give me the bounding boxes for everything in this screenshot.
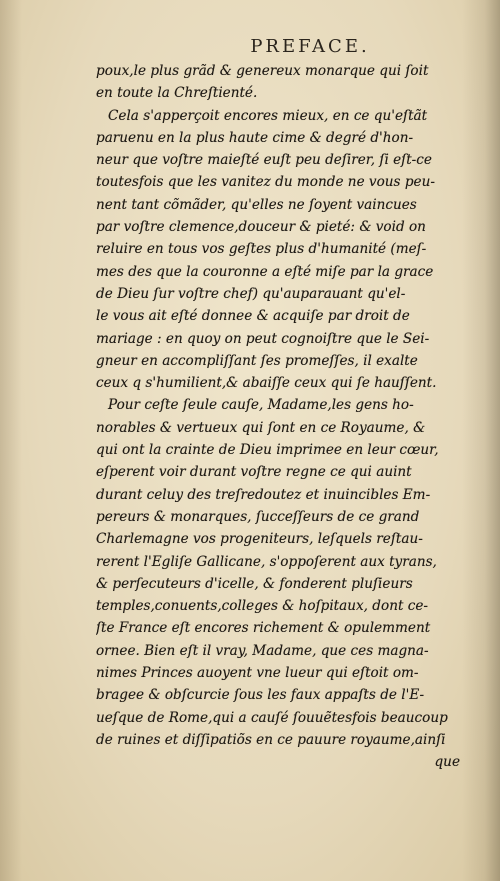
text-line: par voſtre clemence,douceur & pieté: & void on — [96, 219, 426, 236]
text-line: toutesfois que les vanitez du monde ne vous peu- — [96, 174, 435, 191]
text-line: pereurs & monarques, ſucceſſeurs de ce grand — [96, 508, 420, 525]
text-line: nimes Princes auoyent vne lueur qui eſtoit om- — [96, 665, 419, 682]
text-line: ceux q s'humilient,& abaiſſe ceux qui ſe hauſſent. — [96, 375, 437, 392]
body-text — [96, 60, 468, 774]
text-line: de ruines et diſſipatiõs en ce pauure royaume,ainſi — [96, 731, 446, 748]
running-title: PREFACE. — [250, 36, 370, 57]
text-line: mariage : en quoy on peut cognoiſtre que le Sei- — [96, 330, 430, 347]
text-line: le vous ait eſté donnee & acquiſe par droit de — [96, 308, 410, 325]
text-line: rerent l'Egliſe Gallicane, s'oppoſerent aux tyrans, — [96, 553, 437, 570]
text-line: ueſque de Rome,qui a cauſé ſouuẽtesfois beaucoup — [96, 709, 448, 726]
text-line: mes des que la couronne a eſté miſe par la grace — [96, 263, 434, 280]
text-line: durant celuy des treſredoutez et inuincibles Em- — [96, 486, 431, 503]
text-line: bragee & obſcurcie ſous les faux appaſts de l'E- — [96, 687, 425, 704]
text-line: ſte France eſt encores richement & opulemment — [96, 620, 431, 637]
text-line: & perſecuteurs d'icelle, & fonderent pluſieurs — [96, 575, 413, 592]
catchword: que — [434, 754, 460, 771]
text-line: nent tant cõmãder, qu'elles ne ſoyent vaincues — [96, 196, 417, 213]
text-line: eſperent voir durant voſtre regne ce qui auint — [96, 464, 412, 481]
text-line: poux,le plus grãd & genereux monarque qui ſoit — [96, 63, 429, 79]
text-line: reluire en tous vos geſtes plus d'humanité (meſ- — [96, 241, 427, 258]
text-line: temples,conuents,colleges & hoſpitaux, dont ce- — [96, 598, 428, 615]
text-line: en toute la Chreſtienté. — [96, 85, 258, 102]
text-line: gneur en accompliſſant ſes promeſſes, il exalte — [96, 352, 418, 369]
text-line: qui ont la crainte de Dieu imprimee en leur cœur, — [96, 442, 439, 459]
page-edge-shading — [0, 0, 22, 881]
text-line: Pour ceſte ſeule cauſe, Madame,les gens ho- — [108, 397, 414, 414]
text-line: paruenu en la plus haute cime & degré d'hon- — [96, 129, 414, 146]
text-line: de Dieu ſur voſtre chef) qu'auparauant qu'el- — [96, 285, 406, 302]
text-line: ornee. Bien eſt il vray, Madame, que ces magna- — [96, 642, 429, 659]
text-line: Charlemagne vos progeniteurs, leſquels reſtau- — [96, 531, 423, 548]
text-line: norables & vertueux qui ſont en ce Royaume, & — [96, 419, 426, 436]
text-line: Cela s'apperçoit encores mieux, en ce qu'eſtãt — [108, 107, 428, 124]
text-line: neur que voſtre maieſté euſt peu deſirer, ſi eſt-ce — [96, 152, 432, 169]
